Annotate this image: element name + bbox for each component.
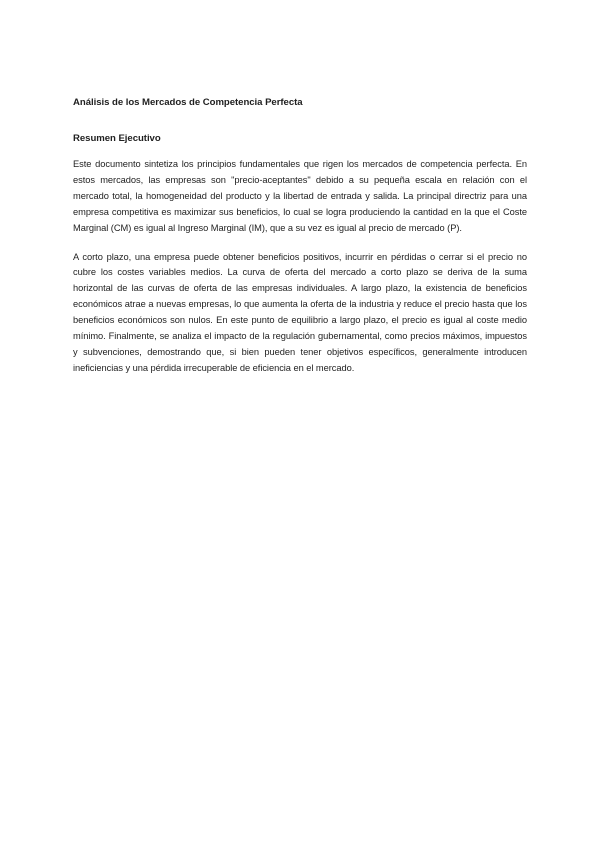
paragraph-2: A corto plazo, una empresa puede obtener beneficios positivos, incurrir en pérdidas o cerrar si el precio no cubre los costes variables medios. La curva de oferta del mercado a corto plazo se deriva de la suma horizontal de las curvas de oferta de las empresas individuales. A largo plazo, la existencia de beneficios económicos atrae a nuevas empresas, lo que aumenta la oferta de la industria y reduce el precio hasta que los beneficios económicos son nulos. En este punto de equilibrio a largo plazo, el precio es igual al coste medio mínimo. Finalmente, se analiza el impacto de la regulación gubernamental, como precios máximos, impuestos y subvenciones, demostrando que, si bien pueden tener objetivos específicos, generalmente introducen ineficiencias y una pérdida irrecuperable de eficiencia en el mercado.: [73, 251, 527, 373]
paragraph-1: Este documento sintetiza los principios fundamentales que rigen los mercados de competencia perfecta. En estos mercados, las empresas son "precio-aceptantes" debido a su pequeña escala en relación con el mercado total, la homogeneidad del producto y la libertad de entrada y salida. La principal directriz para una empresa competitiva es maximizar sus beneficios, lo cual se logra produciendo la cantidad en la que el Coste Marginal (CM) es igual al Ingreso Marginal (IM), que a su vez es igual al precio de mercado (P).: [73, 159, 527, 233]
document-title: Análisis de los Mercados de Competencia Perfecta: [73, 97, 303, 108]
section-heading-resumen: Resumen Ejecutivo: [73, 133, 161, 144]
document-body: [73, 96, 527, 390]
